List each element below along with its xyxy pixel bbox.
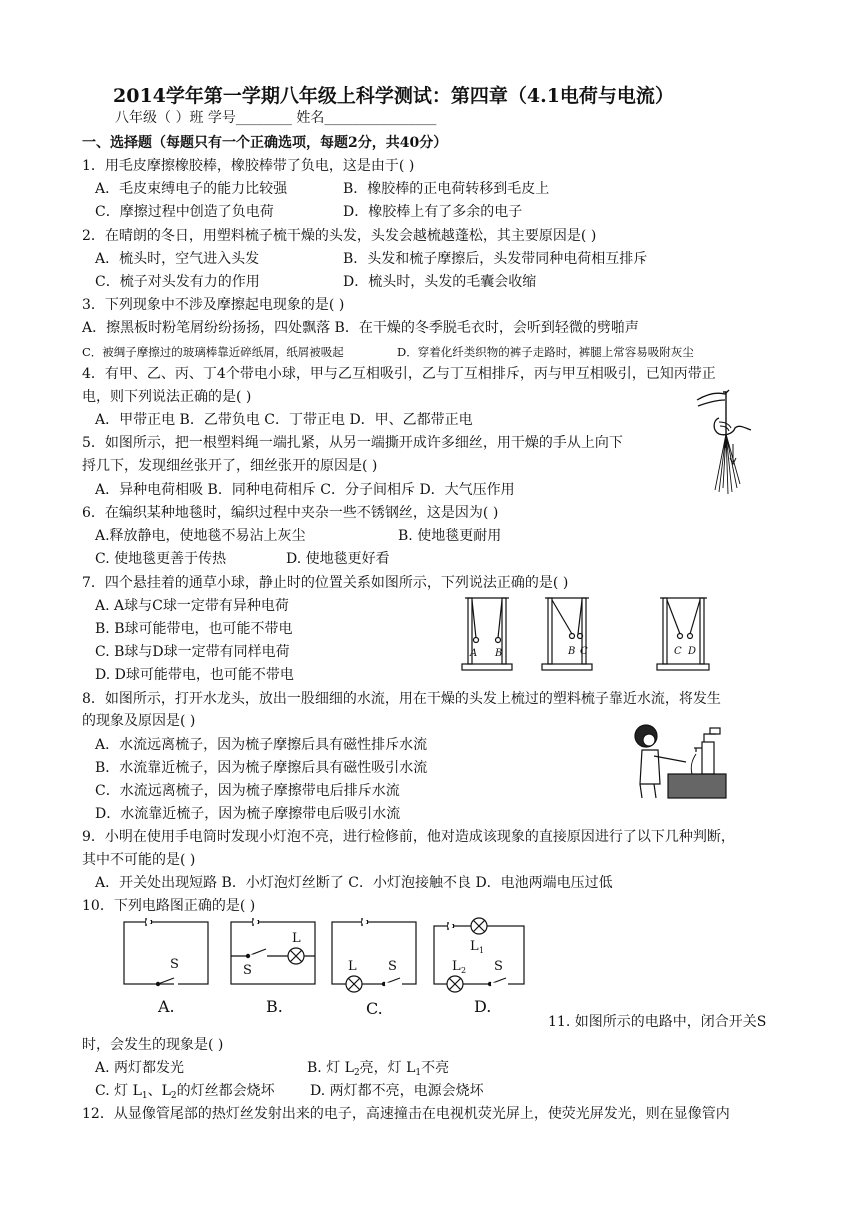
question-3-option-c: C．被绸子摩擦过的玻璃棒靠近碎纸屑，纸屑被吸起 — [82, 345, 344, 359]
question-7-option-b: B. B球可能带电，也可能不带电 — [95, 621, 293, 637]
circuit-d-lamp2-label: L — [452, 959, 461, 974]
ball-label-b2: B — [568, 646, 576, 657]
question-2-option-d: D．梳头时，头发的毛囊会收缩 — [343, 274, 537, 290]
circuit-diagrams-figure — [118, 916, 528, 1022]
page-title: 2014学年第一学期八年级上科学测试：第四章（4.1电荷与电流） — [113, 85, 674, 107]
section-heading: 一、选择题（每题只有一个正确选项，每题2分，共40分） — [82, 135, 448, 151]
question-3-stem: 3．下列现象中不涉及摩擦起电现象的是( ) — [82, 297, 345, 313]
circuit-d-lamp1-label: L — [470, 939, 479, 954]
question-1-option-c: C．摩擦过程中创造了负电荷 — [95, 204, 274, 220]
question-3-option-d: D．穿着化纤类织物的裤子走路时，裤腿上常容易吸附灰尘 — [397, 345, 694, 359]
ball-label-c: C — [580, 646, 588, 657]
suspended-balls-figure — [460, 592, 725, 674]
circuit-b-label: B. — [266, 997, 283, 1016]
question-11-option-a: A. 两灯都发光 — [95, 1060, 185, 1076]
question-6-option-c: C. 使地毯更善于传热 — [95, 551, 227, 567]
question-1-stem: 1．用毛皮摩擦橡胶棒，橡胶棒带了负电，这是由于( ) — [82, 158, 415, 174]
question-6-option-d: D. 使地毯更好看 — [286, 551, 390, 567]
question-7-option-d: D. D球可能带电，也可能不带电 — [95, 667, 294, 683]
question-1-option-b: B．橡胶棒的正电荷转移到毛皮上 — [343, 181, 550, 197]
question-5-stem-line1: 5．如图所示，把一根塑料绳一端扎紧，从另一端撕开成许多细丝，用干燥的手从上向下 — [82, 435, 623, 451]
question-11-stem-line1: 11. 如图所示的电路中，闭合开关S — [548, 1014, 767, 1030]
question-2-option-c: C．梳子对头发有力的作用 — [95, 274, 260, 290]
question-10-stem: 10．下列电路图正确的是( ) — [82, 898, 256, 914]
question-8-stem-line2: 的现象及原因是( ) — [82, 713, 196, 729]
question-5-options: A．异种电荷相吸 B．同种电荷相斥 C．分子间相斥 D．大气压作用 — [95, 482, 515, 498]
circuit-b-switch-label: S — [243, 963, 252, 978]
question-4-options: A．甲带正电 B．乙带负电 C．丁带正电 D．甲、乙都带正电 — [95, 412, 473, 428]
circuit-a-switch-label: S — [170, 957, 179, 972]
question-1-option-d: D．橡胶棒上有了多余的电子 — [343, 204, 523, 220]
question-3-options-ab: A．擦黑板时粉笔屑纷纷扬扬，四处飘落 B．在干燥的冬季脱毛衣时，会听到轻微的劈啪声 — [82, 320, 639, 336]
question-9-options: A．开关处出现短路 B．小灯泡灯丝断了 C．小灯泡接触不良 D．电池两端电压过低 — [95, 875, 613, 891]
question-9-stem-line2: 其中不可能的是( ) — [82, 852, 196, 868]
question-11-option-c: C. 灯 $L_1$、$L_2$的灯丝都会烧坏 — [95, 1083, 275, 1101]
question-11-option-d: D. 两灯都不亮，电源会烧坏 — [310, 1083, 484, 1099]
question-8-option-c: C．水流远离梳子，因为梳子摩擦带电后排斥水流 — [95, 783, 400, 799]
question-4-stem-line2: 电，则下列说法正确的是( ) — [82, 389, 252, 405]
question-11-stem-line2: 时，会发生的现象是( ) — [82, 1037, 224, 1053]
question-8-stem-line1: 8．如图所示，打开水龙头，放出一股细细的水流，用在干燥的头发上梳过的塑料梳子靠近水流，将发生 — [82, 691, 721, 707]
circuit-d-switch-label: S — [494, 959, 503, 974]
circuit-d-lamp2-sub: 2 — [461, 966, 467, 975]
question-7-option-c: C. B球与D球一定带有同样电荷 — [95, 644, 290, 660]
ball-label-c2: C — [674, 646, 682, 657]
question-1-option-a: A．毛皮束缚电子的能力比较强 — [95, 181, 288, 197]
ball-label-b: B — [495, 648, 503, 659]
ball-label-a: A — [470, 648, 478, 659]
question-8-option-b: B．水流靠近梳子，因为梳子摩擦后具有磁性吸引水流 — [95, 760, 428, 776]
question-2-option-a: A．梳头时，空气进入头发 — [95, 251, 260, 267]
question-12-stem: 12．从显像管尾部的热灯丝发射出来的电子，高速撞击在电视机荧光屏上，使荧光屏发光，则在显像管内 — [82, 1106, 730, 1122]
question-11-option-b: B. 灯 $L_2$亮，灯 $L_1$不亮 — [307, 1060, 450, 1078]
circuit-b-lamp-label: L — [292, 931, 301, 946]
student-info-line: 八年级（ ）班 学号________ 姓名________________ — [115, 110, 437, 126]
question-7-stem: 7．四个悬挂着的通草小球，静止时的位置关系如图所示，下列说法正确的是( ) — [82, 575, 569, 591]
circuit-c-switch-label: S — [388, 959, 397, 974]
question-8-option-d: D．水流靠近梳子，因为梳子摩擦带电后吸引水流 — [95, 806, 401, 822]
question-8-option-a: A．水流远离梳子，因为梳子摩擦后具有磁性排斥水流 — [95, 737, 428, 753]
question-6-stem: 6．在编织某种地毯时，编织过程中夹杂一些不锈钢丝，这是因为( ) — [82, 505, 499, 521]
girl-faucet-figure — [628, 720, 728, 802]
circuit-d-lamp1-sub: 1 — [479, 946, 485, 955]
question-9-stem-line1: 9．小明在使用手电筒时发现小灯泡不亮，进行检修前，他对造成该现象的直接原因进行了以下几种判断， — [82, 829, 735, 845]
question-6-option-a: A.释放静电，使地毯不易沾上灰尘 — [95, 528, 306, 544]
question-2-stem: 2．在晴朗的冬日，用塑料梳子梳干燥的头发，头发会越梳越蓬松，其主要原因是( ) — [82, 228, 597, 244]
question-7-option-a: A. A球与C球一定带有异种电荷 — [95, 598, 289, 614]
question-4-stem-line1: 4．有甲、乙、丙、丁4个带电小球，甲与乙互相吸引，乙与丁互相排斥，丙与甲互相吸引，已知丙带正 — [82, 366, 716, 382]
circuit-a-label: A. — [158, 997, 175, 1016]
circuit-c-label: C. — [366, 999, 383, 1018]
ball-label-d: D — [688, 646, 697, 657]
circuit-c-lamp-label: L — [348, 959, 357, 974]
question-6-option-b: B. 使地毯更耐用 — [398, 528, 502, 544]
plastic-string-hand-figure — [695, 388, 755, 498]
question-5-stem-line2: 捋几下，发现细丝张开了，细丝张开的原因是( ) — [82, 458, 378, 474]
circuit-d-label: D. — [474, 997, 492, 1016]
question-2-option-b: B．头发和梳子摩擦后，头发带同种电荷相互排斥 — [343, 251, 648, 267]
